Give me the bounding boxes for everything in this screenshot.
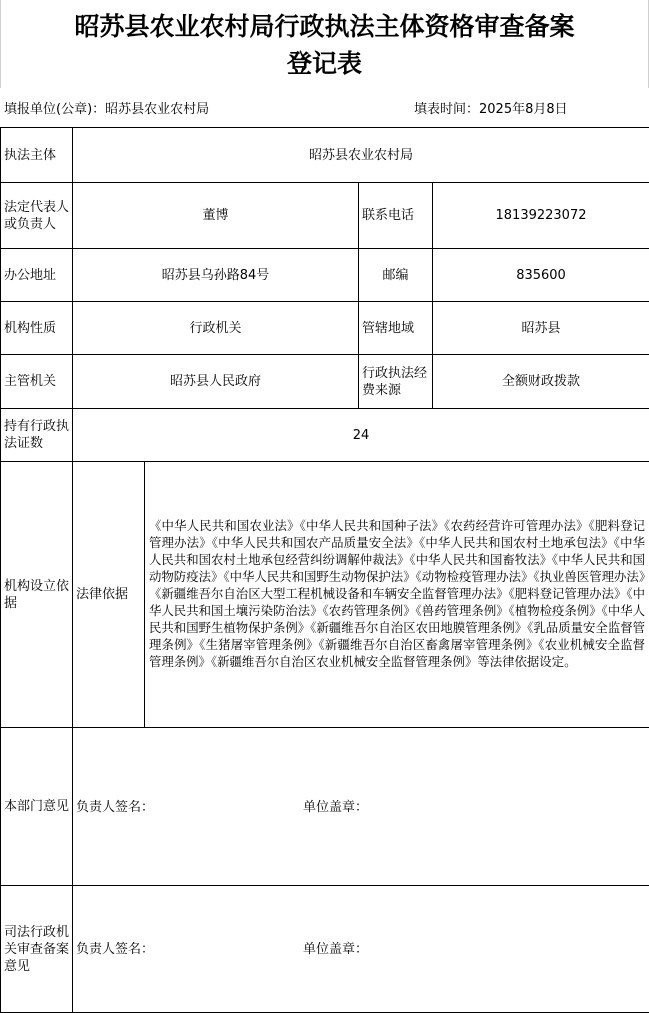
phone-label: 联系电话 bbox=[359, 183, 433, 249]
row-nature bbox=[1, 302, 649, 355]
row-dept-opinion bbox=[1, 728, 649, 886]
form-title-line1: 昭苏县农业农村局行政执法主体资格审查备案 bbox=[1, 8, 648, 45]
enforcement-subject-label: 执法主体 bbox=[1, 128, 73, 183]
row-legal-rep bbox=[1, 183, 649, 249]
address-value: 昭苏县乌孙路84号 bbox=[73, 249, 359, 302]
funding-label: 行政执法经费来源 bbox=[359, 355, 433, 409]
filing-unit: 填报单位(公章)：昭苏县农业农村局 bbox=[4, 98, 209, 122]
dept-opinion-cell bbox=[73, 728, 649, 886]
jurisdiction-value: 昭苏县 bbox=[433, 302, 649, 355]
certificates-value: 24 bbox=[73, 409, 649, 462]
phone-value: 18139223072 bbox=[433, 183, 649, 249]
postcode-value: 835600 bbox=[433, 249, 649, 302]
dept-signer-label: 负责人签名： bbox=[76, 799, 154, 816]
postcode-label: 邮编 bbox=[359, 249, 433, 302]
dept-seal-label: 单位盖章： bbox=[303, 799, 368, 816]
jurisdiction-label: 管辖地域 bbox=[359, 302, 433, 355]
judicial-signer-label: 负责人签名： bbox=[76, 941, 154, 958]
judicial-opinion-cell bbox=[73, 886, 649, 1013]
fill-date: 填表时间：2025年8月8日 bbox=[414, 98, 568, 122]
row-establishment bbox=[1, 462, 649, 728]
funding-value: 全额财政拨款 bbox=[433, 355, 649, 409]
row-certificates bbox=[1, 409, 649, 462]
row-authority bbox=[1, 355, 649, 409]
row-judicial-opinion bbox=[1, 886, 649, 1013]
registration-table bbox=[0, 127, 649, 1013]
form-title bbox=[0, 0, 649, 88]
nature-label: 机构性质 bbox=[1, 302, 73, 355]
legal-basis-label: 法律依据 bbox=[73, 462, 145, 728]
nature-value: 行政机关 bbox=[73, 302, 359, 355]
judicial-opinion-label: 司法行政机关审查备案意见 bbox=[1, 886, 73, 1013]
legal-basis-text: 《中华人民共和国农业法》《中华人民共和国种子法》《农药经营许可管理办法》《肥料登记管理办法》《中华人民共和国农产品质量安全法》《中华人民共和国农村土地承包法》《中华人民共和国农村土地承包经营纠纷调解仲裁法》《中华人民共和国畜牧法》《中华人民共和国动物防疫法》《中华人民共和国野生动物保护法》《动物检疫管理办法》《执业兽医管理办法》《新疆维吾尔自治区大型工程机械设备和车辆安全监督管理办法》《肥料登记管理办法》《中华人民共和国土壤污染防治法》《农药管理条例》《兽药管理条例》《植物检疫条例》《中华人民共和国野生植物保护条例》《新疆维吾尔自治区农田地膜管理条例》《乳品质量安全监督管理条例》《生猪屠宰管理条例》《新疆维吾尔自治区畜禽屠宰管理条例》《农业机械安全监督管理条例》《新疆维吾尔自治区农业机械安全监督管理条例》等法律依据设定。 bbox=[145, 462, 649, 728]
form-title-line2: 登记表 bbox=[1, 45, 648, 82]
establishment-label: 机构设立依据 bbox=[1, 462, 73, 728]
authority-label: 主管机关 bbox=[1, 355, 73, 409]
certificates-label: 持有行政执法证数 bbox=[1, 409, 73, 462]
enforcement-subject-value: 昭苏县农业农村局 bbox=[73, 128, 649, 183]
authority-value: 昭苏县人民政府 bbox=[73, 355, 359, 409]
address-label: 办公地址 bbox=[1, 249, 73, 302]
legal-rep-label: 法定代表人或负责人 bbox=[1, 183, 73, 249]
row-enforcement-subject bbox=[1, 128, 649, 183]
dept-opinion-label: 本部门意见 bbox=[1, 728, 73, 886]
legal-rep-value: 董博 bbox=[73, 183, 359, 249]
judicial-seal-label: 单位盖章： bbox=[303, 941, 368, 958]
row-address bbox=[1, 249, 649, 302]
